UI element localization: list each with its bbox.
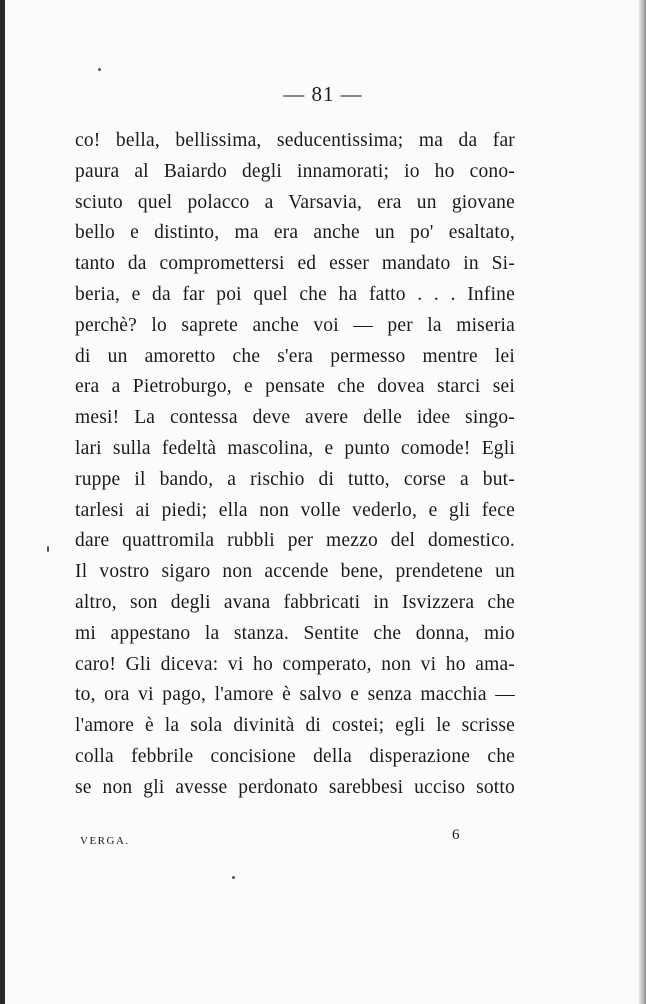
text-line: beria, e da far poi quel che ha fatto . . . Infine: [75, 283, 515, 305]
text-line: altro, son degli avana fabbricati in Isvizzera che: [75, 591, 515, 613]
text-line: tarlesi ai piedi; ella non volle vederlo, e gli fece: [75, 499, 515, 521]
paper-speck: [47, 546, 49, 552]
text-line: co! bella, bellissima, seducentissima; ma da far: [75, 130, 515, 151]
text-line: se non gli avesse perdonato sarebbesi ucciso sotto: [75, 776, 515, 798]
page-right-edge: [639, 0, 646, 1004]
text-line: mesi! La contessa deve avere delle idee singo-: [75, 407, 515, 429]
text-line: caro! Gli diceva: vi ho comperato, non vi ho ama-: [75, 653, 515, 675]
text-line: mi appestano la stanza. Sentite che donna, mio: [75, 622, 515, 644]
text-line: bello e distinto, ma era anche un po' esaltato,: [75, 222, 515, 244]
paper-speck: [232, 876, 235, 879]
page-number: — 81 —: [283, 82, 363, 106]
text-line: era a Pietroburgo, e pensate che dovea starci sei: [75, 376, 515, 398]
text-line: to, ora vi pago, l'amore è salvo e senza macchia —: [75, 684, 515, 706]
body-text: [75, 126, 515, 804]
text-line: l'amore è la sola divinità di costei; egli le scrisse: [75, 715, 515, 737]
text-line: dare quattromila rubbli per mezzo del domestico.: [75, 530, 515, 552]
page-left-edge: [0, 0, 5, 1004]
sheet-number: 6: [452, 827, 460, 843]
paper-speck: [98, 68, 101, 71]
text-line: di un amoretto che s'era permesso mentre lei: [75, 345, 515, 367]
text-line: lari sulla fedeltà mascolina, e punto comode! Egli: [75, 437, 515, 459]
text-line: colla febbrile concisione della disperazione che: [75, 745, 515, 767]
text-line: tanto da compromettersi ed esser mandato in Si-: [75, 253, 515, 275]
text-line: Il vostro sigaro non accende bene, prendetene un: [75, 561, 515, 583]
signature-mark: VERGA.: [80, 835, 130, 847]
text-line: ruppe il bando, a rischio di tutto, corse a but-: [75, 468, 515, 490]
text-line: sciuto quel polacco a Varsavia, era un giovane: [75, 191, 515, 213]
text-line: paura al Baiardo degli innamorati; io ho cono-: [75, 160, 515, 182]
text-line: perchè? lo saprete anche voi — per la miseria: [75, 314, 515, 336]
